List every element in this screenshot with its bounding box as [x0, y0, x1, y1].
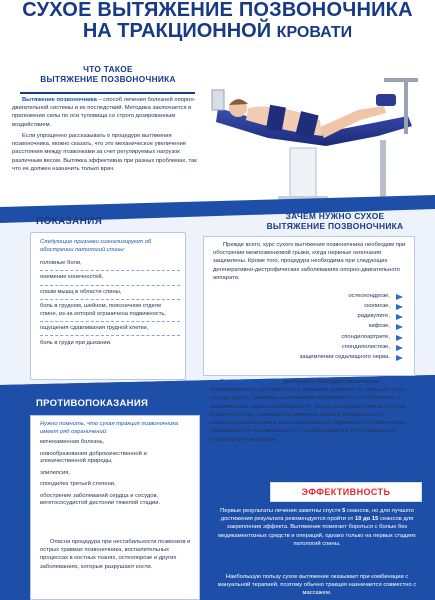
indications-list — [40, 260, 180, 351]
what-is-paragraph-1 — [12, 96, 207, 129]
list-item: спазм мышц в области спины, — [40, 289, 180, 300]
arrow-icon — [396, 355, 403, 361]
traction-table-illustration — [208, 50, 430, 210]
list-item — [230, 303, 390, 311]
contraindications-list — [40, 439, 190, 512]
what-is-divider — [20, 92, 195, 94]
what-is-term: Вытяжение позвоночника — [22, 97, 97, 103]
arrow-icon — [396, 335, 403, 341]
list-item — [230, 313, 390, 321]
disease-label: сколиозе, — [364, 303, 390, 310]
list-item: эпилепсия, — [40, 469, 70, 476]
list-item: ощущения сдавливания грудной клетки, — [40, 325, 180, 336]
arrow-icon — [396, 304, 403, 310]
what-is-heading-line-2: ВЫТЯЖЕНИЕ ПОЗВОНОЧНИКА — [40, 73, 176, 84]
list-item — [230, 323, 390, 331]
list-item: боль в грудном, шейном, поясничном отделе спине, из-за которой ограничена подвижность, — [40, 303, 180, 322]
title-line-2-big: НА ТРАКЦИОННОЙ — [82, 19, 272, 42]
list-item: онемение конечностей, — [40, 274, 180, 285]
list-item — [230, 354, 390, 362]
list-item: спондилез третьей степени, — [40, 481, 116, 488]
disease-label: спондилолистезе, — [341, 343, 390, 350]
effectiveness-text: Первые результаты лечения заметны спустя — [220, 508, 343, 514]
list-item — [230, 344, 390, 352]
disease-label: спондилоартрите, — [341, 333, 390, 340]
effectiveness-text: сеансов, но для лучшего достижения результата рекомендуется пройти от — [220, 508, 414, 523]
disease-label: кифозе, — [368, 323, 390, 330]
why-text: Прежде всего, курс сухого вытяжения позвоночника необходим при обострении межпозвонковой грыжи, когда нервные окончания защемлены. Кроме того, процедура необходима при следующих дегенеративно-дистрофических заболеваниях опорно-двигательного аппарата: — [213, 242, 406, 281]
list-item: боль в груди при дыхании. — [40, 339, 112, 346]
disease-label: остеохондрозе, — [348, 293, 390, 299]
what-is-heading — [8, 65, 208, 85]
arrow-icon — [396, 324, 403, 330]
poster-title — [0, 0, 435, 42]
what-is-heading-line-1: ЧТО ТАКОЕ — [83, 64, 133, 74]
what-is-paragraph-2: Если упрощенно рассказывать о процедуре вытяжения позвоночника, можно сказать, что это механическое увеличение расстояния между позвонками за счет регулируемых нагрузок различным весом. Вытяжка эффективна при разных проблемах, так что ее должен назначить только врач. — [12, 132, 197, 172]
contraindications-intro: Нужно помнить, что сухая тракция позвоночника имеет ряд ограничений: — [40, 421, 179, 435]
why-heading — [250, 211, 420, 231]
clinical-effect-term: Клинический эффект — [220, 379, 282, 385]
list-item: новообразования доброкачественной и злокачественной природы, — [40, 450, 147, 465]
effectiveness-sessions-range: 10 до 15 — [355, 516, 379, 523]
indications-intro: Следующие признаки сигнализируют об обострении патологий спины: — [40, 239, 152, 253]
list-item — [230, 334, 390, 342]
effectiveness-text: сеансов для закрепления эффекта. Вытяжение помогает бороться с болью без медикаментозных средств и операций, однако только на первых стадиях патологий спины. — [218, 516, 416, 547]
what-is-definition: – способ лечения болезней опорно-двигательной системы и их последствий. Методика заключается в приложении силы по оси туловища со строго дозированным воздействием. — [12, 97, 196, 128]
effectiveness-sessions-min: 5 — [342, 508, 346, 514]
effectiveness-paragraph-2: Наибольшую пользу сухое вытяжение оказывает при комбинации с мануальной терапией, поэтому обычно тракция назначается совместно с массажем. — [217, 574, 417, 597]
contraindications-note: Опасна процедура при нестабильности позвонков и острых травмах позвоночника, воспалительных процессах в костных тканях, остеопорозе и других заболеваниях, которые разрушают кости. — [40, 539, 191, 570]
title-line-1: СУХОЕ ВЫТЯЖЕНИЕ ПОЗВОНОЧНИКА — [22, 0, 413, 21]
title-line-2-small: КРОВАТИ — [276, 23, 353, 41]
effectiveness-paragraph-1 — [212, 507, 422, 548]
contraindications-heading: ПРОТИВОПОКАЗАНИЯ — [36, 398, 149, 409]
disease-label: радикулите, — [357, 313, 390, 320]
clinical-effect-text — [210, 378, 410, 444]
why-heading-line-2: ВЫТЯЖЕНИЕ ПОЗВОНОЧНИКА — [266, 221, 404, 232]
clinical-effect-description: достигается благодаря увеличению межпозвоночного пространства и снижения давления на нервный ствол, сосуды, диски. Грыжевые выпячивания вправляются и не беспокоят, а защемленные нервы освобождаются. После процедуры снимается боль, купируется боль, усиливается движение крови и лимфы во всех сегментах позвоночника, восстанавливается подвижность позвоночника, нормализуется чувствительность, стабилизируется тонус мышечных тканей вокруг позвонков. — [210, 379, 408, 443]
arrow-icon — [396, 345, 403, 351]
list-item — [230, 293, 390, 301]
list-item: обострение заболеваний сердца и сосудов, вегетососудистой дистонии тяжелой стадии. — [40, 492, 161, 507]
what-is-text — [12, 96, 207, 173]
why-heading-line-1: ЗАЧЕМ НУЖНО СУХОЕ — [285, 211, 385, 221]
indications-heading: ПОКАЗАНИЯ — [36, 216, 103, 227]
diseases-list — [230, 293, 390, 364]
effectiveness-heading: ЭФФЕКТИВНОСТЬ — [301, 487, 391, 497]
disease-label: защемлении седалищного нерва. — [299, 353, 390, 360]
arrow-icon — [396, 314, 403, 320]
title-line-2 — [0, 21, 435, 42]
arrow-icon — [396, 294, 403, 300]
list-item: головные боли, — [40, 260, 180, 271]
list-item: мочекаменная болезнь, — [40, 439, 105, 445]
